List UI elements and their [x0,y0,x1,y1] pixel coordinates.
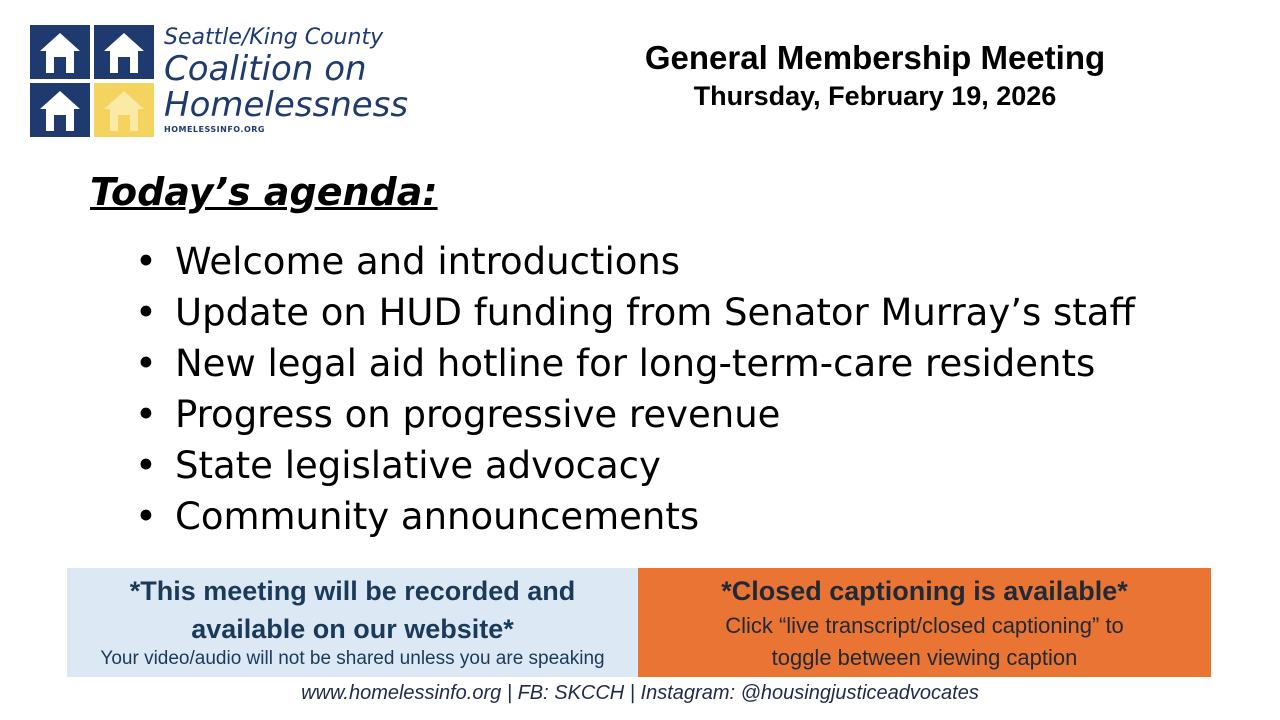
bullet-icon: • [135,393,157,436]
agenda-item-text: New legal aid hotline for long-term-care residents [175,342,1096,385]
agenda-item [135,338,1135,389]
agenda-item-text: State legislative advocacy [175,444,661,487]
agenda-list [135,236,1135,542]
captioning-notice-subtext-line2: toggle between viewing caption [771,645,1078,670]
agenda-item-text: Community announcements [175,495,700,538]
agenda-item-text: Progress on progressive revenue [175,393,781,436]
coalition-logo [30,25,460,137]
bullet-icon: • [135,495,157,538]
recording-notice [67,568,638,677]
meeting-title: General Membership Meeting [644,39,1106,76]
recording-notice-title-line1: *This meeting will be recorded and [129,576,576,606]
logo-wordmark [164,25,464,134]
contact-footer: www.homelessinfo.org | FB: SKCCH | Instagram: @housingjusticeadvocates [301,682,979,704]
meeting-date: Thursday, February 19, 2026 [693,81,1057,111]
recording-notice-subtext: Your video/audio will not be shared unless you are speaking [100,648,605,669]
agenda-item-text: Welcome and introductions [175,240,681,283]
agenda-item [135,491,1135,542]
bullet-icon: • [135,342,157,385]
recording-notice-title-line2: available on our website* [191,614,514,644]
captioning-notice-subtext [638,610,1211,674]
bullet-icon: • [135,444,157,487]
captioning-notice [638,568,1211,677]
logo-line-homelessness: Homelessness [164,85,409,125]
house-icon [94,83,154,137]
agenda-item-text: Update on HUD funding from Senator Murray’s staff [175,291,1135,334]
logo-line-region: Seattle/King County [164,25,384,50]
logo-url: HOMELESSINFO.ORG [164,125,265,134]
logo-line-coalition: Coalition on [164,49,367,89]
recording-notice-title [67,572,638,648]
agenda-heading: Today’s agenda: [90,170,438,214]
agenda-item [135,287,1135,338]
agenda-item [135,389,1135,440]
house-icon [94,25,154,79]
meeting-header [560,38,1190,114]
house-icon [30,25,90,79]
captioning-notice-title: *Closed captioning is available* [721,576,1128,606]
logo-house-grid [30,25,154,137]
house-icon [30,83,90,137]
agenda-item [135,236,1135,287]
agenda-item [135,440,1135,491]
bullet-icon: • [135,291,157,334]
captioning-notice-subtext-line1: Click “live transcript/closed captioning” to [725,613,1124,638]
bullet-icon: • [135,240,157,283]
